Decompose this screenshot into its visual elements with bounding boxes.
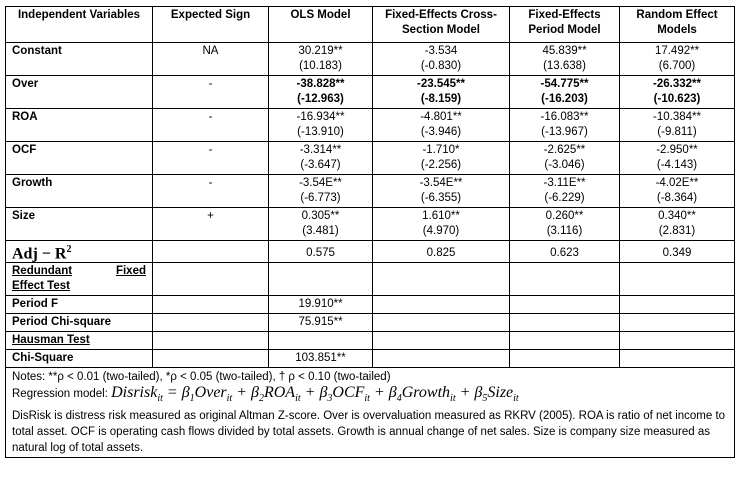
expected-sign: - — [153, 109, 269, 142]
cell-fe-period: -54.775** (-16.203) — [510, 76, 620, 109]
table-row-constant — [6, 43, 735, 76]
table-row-period-f — [6, 296, 735, 314]
regression-model-label: Regression model: — [12, 388, 108, 401]
adj-r2-ols: 0.575 — [269, 241, 373, 263]
row-label: ROA — [6, 109, 153, 142]
table-row-chi-square — [6, 350, 735, 368]
empty-cell — [269, 332, 373, 350]
empty-cell — [373, 314, 510, 332]
table-row-adj-r2 — [6, 241, 735, 263]
period-f-value: 19.910** — [269, 296, 373, 314]
table-row-redundant-test — [6, 263, 735, 296]
variable-definitions: DisRisk is distress risk measured as original Altman Z-score. Over is overvaluation measured as RKRV (2005). ROA is ratio of net income to total asset. OCF is operating cash flows divided by total assets. Growth is annual change of net sales. Size is company size measured as natural log of total assets. — [12, 409, 726, 454]
table-notes-row — [6, 368, 735, 457]
table-row-period-chi-square — [6, 314, 735, 332]
regression-model-line — [12, 385, 728, 407]
cell-random: -10.384** (-9.811) — [620, 109, 735, 142]
adj-r2-fe-cross: 0.825 — [373, 241, 510, 263]
table-row-growth — [6, 175, 735, 208]
header-expected-sign: Expected Sign — [153, 7, 269, 43]
row-label: Period Chi-square — [6, 314, 153, 332]
empty-cell — [620, 314, 735, 332]
empty-cell — [373, 263, 510, 296]
cell-random: -4.02E** (-8.364) — [620, 175, 735, 208]
expected-sign: - — [153, 175, 269, 208]
adj-r2-random: 0.349 — [620, 241, 735, 263]
table-notes — [6, 368, 735, 457]
cell-fe-period: -2.625** (-3.046) — [510, 142, 620, 175]
empty-cell — [510, 332, 620, 350]
cell-fe-period: -3.11E** (-6.229) — [510, 175, 620, 208]
cell-fe-period: 0.260** (3.116) — [510, 208, 620, 241]
empty-cell — [153, 314, 269, 332]
empty-cell — [620, 350, 735, 368]
cell-ols: -3.314** (-3.647) — [269, 142, 373, 175]
row-label: Size — [6, 208, 153, 241]
regression-equation: Disrisk$_{it}$ = $\beta_1Over_{it} + \beta_2ROA_{it} + \beta_3OCF_{it}$ + $\beta_4Growth_{it}$ + $\beta_5Size_{it}$ — [111, 384, 519, 405]
cell-fe-cross: -3.534 (-0.830) — [373, 43, 510, 76]
header-fe-period: Fixed-Effects Period Model — [510, 7, 620, 43]
period-chi-value: 75.915** — [269, 314, 373, 332]
header-fe-cross-section: Fixed-Effects Cross-Section Model — [373, 7, 510, 43]
empty-cell — [373, 296, 510, 314]
table-row-size — [6, 208, 735, 241]
table-header-row — [6, 7, 735, 43]
regression-results-table — [5, 6, 735, 458]
cell-random: -2.950** (-4.143) — [620, 142, 735, 175]
cell-ols: 0.305** (3.481) — [269, 208, 373, 241]
expected-sign: + — [153, 208, 269, 241]
empty-cell — [153, 241, 269, 263]
empty-cell — [373, 350, 510, 368]
hausman-test-label: Hausman Test — [6, 332, 153, 350]
cell-fe-cross: -1.710* (-2.256) — [373, 142, 510, 175]
empty-cell — [510, 296, 620, 314]
cell-fe-cross: 1.610** (4.970) — [373, 208, 510, 241]
empty-cell — [269, 263, 373, 296]
table-row-ocf — [6, 142, 735, 175]
empty-cell — [153, 296, 269, 314]
empty-cell — [510, 314, 620, 332]
row-label: Constant — [6, 43, 153, 76]
row-label: Period F — [6, 296, 153, 314]
header-random-effect: Random Effect Models — [620, 7, 735, 43]
table-row-roa — [6, 109, 735, 142]
cell-random: -26.332** (-10.623) — [620, 76, 735, 109]
header-ols-model: OLS Model — [269, 7, 373, 43]
cell-ols: 30.219** (10.183) — [269, 43, 373, 76]
cell-fe-cross: -4.801** (-3.946) — [373, 109, 510, 142]
empty-cell — [510, 263, 620, 296]
empty-cell — [153, 332, 269, 350]
redundant-test-label: Redundant Fixed Effect Test — [6, 263, 153, 296]
cell-fe-cross: -23.545** (-8.159) — [373, 76, 510, 109]
empty-cell — [373, 332, 510, 350]
empty-cell — [510, 350, 620, 368]
row-label: OCF — [6, 142, 153, 175]
adj-r2-fe-period: 0.623 — [510, 241, 620, 263]
empty-cell — [620, 263, 735, 296]
cell-ols: -3.54E** (-6.773) — [269, 175, 373, 208]
empty-cell — [153, 263, 269, 296]
cell-ols: -16.934** (-13.910) — [269, 109, 373, 142]
cell-fe-cross: -3.54E** (-6.355) — [373, 175, 510, 208]
header-independent-variables: Independent Variables — [6, 7, 153, 43]
empty-cell — [620, 332, 735, 350]
cell-random: 0.340** (2.831) — [620, 208, 735, 241]
cell-random: 17.492** (6.700) — [620, 43, 735, 76]
expected-sign: NA — [153, 43, 269, 76]
expected-sign: - — [153, 142, 269, 175]
empty-cell — [153, 350, 269, 368]
cell-ols: -38.828** (-12.963) — [269, 76, 373, 109]
empty-cell — [620, 296, 735, 314]
significance-note: Notes: **ρ < 0.01 (two-tailed), *ρ < 0.05 (two-tailed), † ρ < 0.10 (two-tailed) — [12, 371, 391, 384]
cell-fe-period: 45.839** (13.638) — [510, 43, 620, 76]
cell-fe-period: -16.083** (-13.967) — [510, 109, 620, 142]
row-label: Chi-Square — [6, 350, 153, 368]
table-row-over — [6, 76, 735, 109]
table-row-hausman — [6, 332, 735, 350]
adj-r2-label: Adj − $R^2$ — [6, 241, 153, 263]
chi-square-value: 103.851** — [269, 350, 373, 368]
row-label: Growth — [6, 175, 153, 208]
expected-sign: - — [153, 76, 269, 109]
row-label: Over — [6, 76, 153, 109]
